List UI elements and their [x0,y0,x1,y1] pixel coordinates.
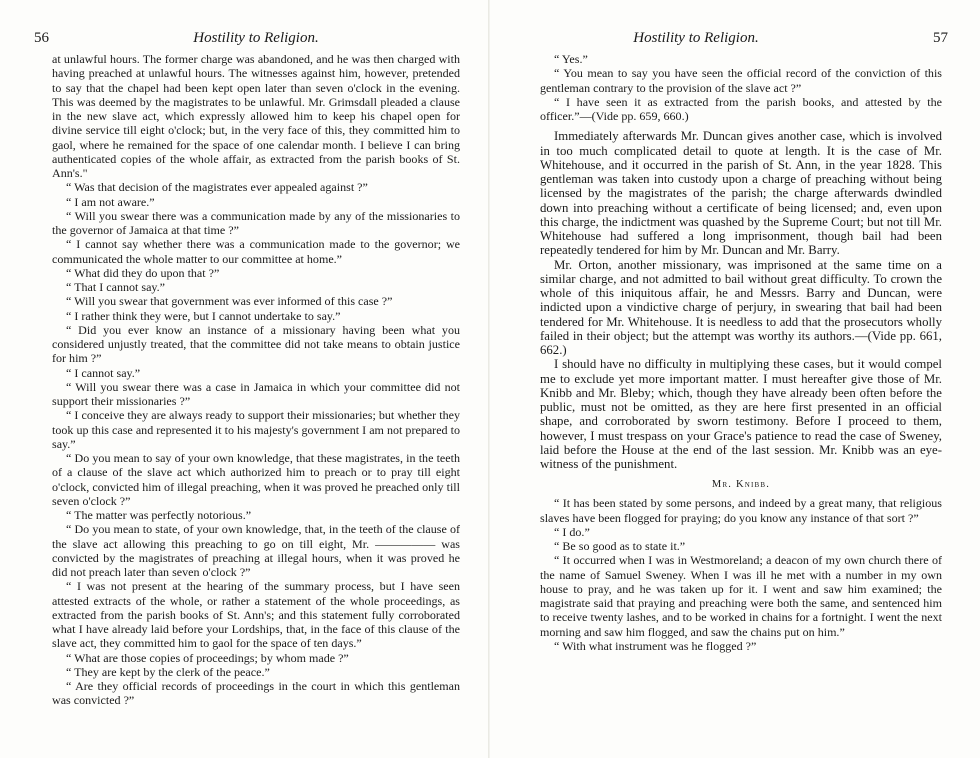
dialogue-block-bottom [540,496,942,653]
page-number: 57 [933,30,948,46]
running-title: Hostility to Religion. [633,30,759,46]
paragraph: “ I am not aware.” [66,194,155,209]
narrative-block [540,129,942,471]
section-heading: Mr. Knibb. [711,479,771,491]
dialogue-paragraph: “ You mean to say you have seen the official record of the conviction of this gentleman contrary to the provision of the slave act ?” [540,66,942,95]
narrative-paragraph: I should have no difficulty in multiplying these cases, but it would compel me to exclude yet more important matter. I must hereafter give those of Mr. Knibb and Mr. Bleby; which, though they have already been often before the public, must not be omitted, as they are here first presented in an official shape, and corroborated by sworn testimony. Before I proceed to them, however, I must trespass on your Grace's patience to read the case of Sweney, laid before the House at the end of the last session. Mr. Knibb was an eye-witness of the punishment. [540,357,942,471]
paragraph: “ I conceive they are always ready to support their missionaries; but whether they took up this case and represented it to his majesty's government I am not prepared to say.” [52,408,460,451]
paragraph: “ Are they official records of proceedings in the court in which this gentleman was convicted ?” [52,679,460,708]
narrative-paragraph: Immediately afterwards Mr. Duncan gives another case, which is involved in too much complicated detail to quote at length. It is the case of Mr. Whitehouse, and it occurred in the parish of St. Ann, in the year 1828. This gentleman was taken into custody upon a charge of preaching without being licensed by the magistrates of the parish; the charge afterwards dwindled down into preaching without a certificate of being licensed; and, even upon this charge, the indictment was quashed by the Supreme Court; but not till Mr. Whitehouse had suffered a long imprisonment, though bail had been repeatedly tendered for him by Mr. Duncan and Mr. Barry. [540,129,942,258]
paragraph: “ I was not present at the hearing of the summary process, but I have seen attested extracts of the whole, or rather a statement of the whole proceedings, as extracted from the parish books of St. Ann's; and this statement fully corroborated what I have already laid before your Lordships, that, in the face of this clause of the slave act, they committed him to gaol for the space of ten days.” [52,579,460,651]
page-number: 56 [34,30,49,46]
dialogue-paragraph: “ It occurred when I was in Westmoreland; a deacon of my own church there of the name of Samuel Sweney. When I was ill he met with a number in my own house to pray, and he was taken up for it. I went and saw him examined; the magistrate said that praying and preaching were both the same, and sentenced him to receive twenty lashes, and to be worked in chains for a fortnight. I went the next morning and saw him flogged, and saw the chains put on him.” [540,553,942,639]
left-page-header [34,30,460,52]
paragraph: “ Did you ever know an instance of a missionary having been what you considered unjustly treated, that the committee did not take means to obtain justice for him ?” [52,322,460,366]
dialogue-paragraph: “ It has been stated by some persons, and indeed by a great many, that religious slaves have been flogged for praying; do you know any instance of that sort ?” [540,496,942,525]
paragraph: “ The matter was perfectly notorious.” [66,508,252,522]
paragraph: “ I rather think they were, but I cannot undertake to say.” [66,308,341,323]
paragraph: “ I cannot say.” [66,365,141,380]
dialogue-block-top [540,52,942,123]
dialogue-paragraph: “ With what instrument was he flogged ?” [554,638,757,653]
dialogue-paragraph: “ Yes.” [554,52,588,66]
paragraph: “ Will you swear there was a communication made by any of the missionaries to the governor of Jamaica at that time ?” [52,208,460,237]
paragraph: “ Was that decision of the magistrates ever appealed against ?” [66,180,368,195]
paragraph: “ What did they do upon that ?” [66,265,220,280]
paragraph: “ I cannot say whether there was a communication made to the governor; we communicated the whole matter to our committee at home.” [52,237,460,266]
paragraph: “ Will you swear that government was ever informed of this case ?” [66,294,393,309]
dialogue-paragraph: “ Be so good as to state it.” [554,539,686,553]
paragraph: “ What are those copies of proceedings; by whom made ?” [66,650,349,665]
dialogue-paragraph: “ I do.” [554,524,590,539]
left-page-body [52,52,460,708]
dialogue-paragraph: “ I have seen it as extracted from the parish books, and attested by the officer.”—(Vide pp. 659, 660.) [540,94,942,123]
paragraph: “ That I cannot say.” [66,280,166,294]
right-page [490,0,980,758]
paragraph: “ Do you mean to say of your own knowledge, that these magistrates, in the teeth of a clause of the slave act which authorized him to preach or to pray till eight o'clock, convicted him of illegal preaching, when it was proved he preached only till seven o'clock ?” [52,451,460,508]
running-title: Hostility to Religion. [193,30,319,46]
paragraph: “ Will you swear there was a case in Jamaica in which your committee did not support their missionaries ?” [52,379,460,408]
narrative-paragraph: Mr. Orton, another missionary, was imprisoned at the same time on a similar charge, and not admitted to bail without great difficulty. To crown the whole of this iniquitous affair, he and Messrs. Barry and Duncan, were indicted upon a vindictive charge of perjury, in swearing that bail had been tendered for Mr. Whitehouse. It is needless to add that the prosecutors wholly failed in their object; but the attempt was worthy its authors.—(Vide pp. 661, 662.) [540,257,942,357]
right-page-header [540,30,948,52]
paragraph: “ They are kept by the clerk of the peace.” [66,664,270,679]
paragraph: at unlawful hours. The former charge was abandoned, and he was then charged with having preached at unlawful hours. The witnesses against him, however, pretended to say that the chapel had been kept open later than seven o'clock in the evening. This was deemed by the magistrates to be unlawful. Mr. Grimsdall pleaded a clause in the new slave act, which expressly allowed him to keep his chapel open for divine service till eight o'clock; but, in the very face of this, they committed him to gaol, where he remained for the space of one calendar month. I believe I can bring authenticated copies of the whole affair, as extracted from the parish books of St. Ann's." [52,52,460,180]
paragraph: “ Do you mean to state, of your own knowledge, that, in the teeth of the clause of the slave act allowing this preaching to go on till eight, Mr. ――――― was convicted by the magistrates of preaching at illegal hours, when it was proved he did not preach later than seven o'clock ?” [52,522,460,579]
